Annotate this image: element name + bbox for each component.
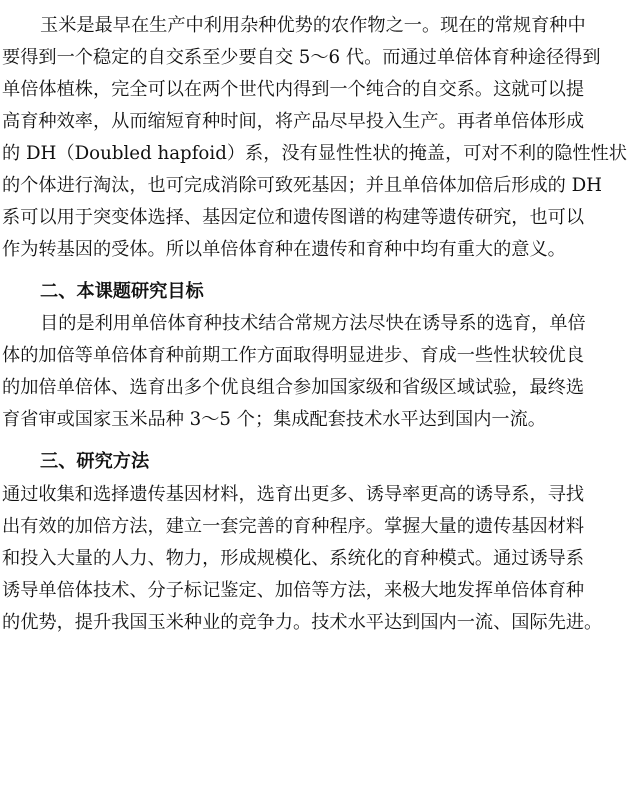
section-heading: 三、研究方法 — [40, 451, 150, 472]
paragraph-line: 和投入大量的人力、物力，形成规模化、系统化的育种模式。通过诱导系 — [2, 548, 585, 569]
paragraph-line: 的优势，提升我国玉米种业的竞争力。技术水平达到国内一流、国际先进。 — [2, 612, 603, 633]
section-heading: 二、本课题研究目标 — [40, 281, 204, 302]
paragraph-line: 体的加倍等单倍体育种前期工作方面取得明显进步、育成一些性状较优良 — [2, 345, 585, 366]
paragraph-line: 系可以用于突变体选择、基因定位和遗传图谱的构建等遗传研究，也可以 — [2, 207, 585, 228]
paragraph-line: 作为转基因的受体。所以单倍体育种在遗传和育种中均有重大的意义。 — [2, 239, 566, 260]
paragraph-line: 目的是利用单倍体育种技术结合常规方法尽快在诱导系的选育，单倍 — [40, 313, 586, 334]
paragraph-line: 的个体进行淘汰，也可完成消除可致死基因；并且单倍体加倍后形成的 DH — [2, 175, 603, 196]
paragraph-line: 高育种效率，从而缩短育种时间，将产品尽早投入生产。再者单倍体形成 — [2, 111, 585, 132]
paragraph-line: 出有效的加倍方法，建立一套完善的育种程序。掌握大量的遗传基因材料 — [2, 516, 585, 537]
paragraph-line: 单倍体植株，完全可以在两个世代内得到一个纯合的自交系。这就可以提 — [2, 79, 585, 100]
paragraph-line: 诱导单倍体技术、分子标记鉴定、加倍等方法，来极大地发挥单倍体育种 — [2, 580, 585, 601]
paragraph-line: 玉米是最早在生产中利用杂种优势的农作物之一。现在的常规育种中 — [40, 15, 586, 36]
paragraph-line: 要得到一个稳定的自交系至少要自交 5～6 代。而通过单倍体育种途径得到 — [2, 47, 601, 68]
paragraph-line: 的加倍单倍体、选育出多个优良组合参加国家级和省级区域试验，最终选 — [2, 377, 585, 398]
paragraph-line: 育省审或国家玉米品种 3～5 个；集成配套技术水平达到国内一流。 — [2, 409, 546, 430]
paragraph-line: 通过收集和选择遗传基因材料，选育出更多、诱导率更高的诱导系，寻找 — [2, 484, 585, 505]
paragraph-line: 的 DH（Doubled hapfoid）系，没有显性性状的掩盖，可对不利的隐性性状 — [2, 143, 627, 164]
